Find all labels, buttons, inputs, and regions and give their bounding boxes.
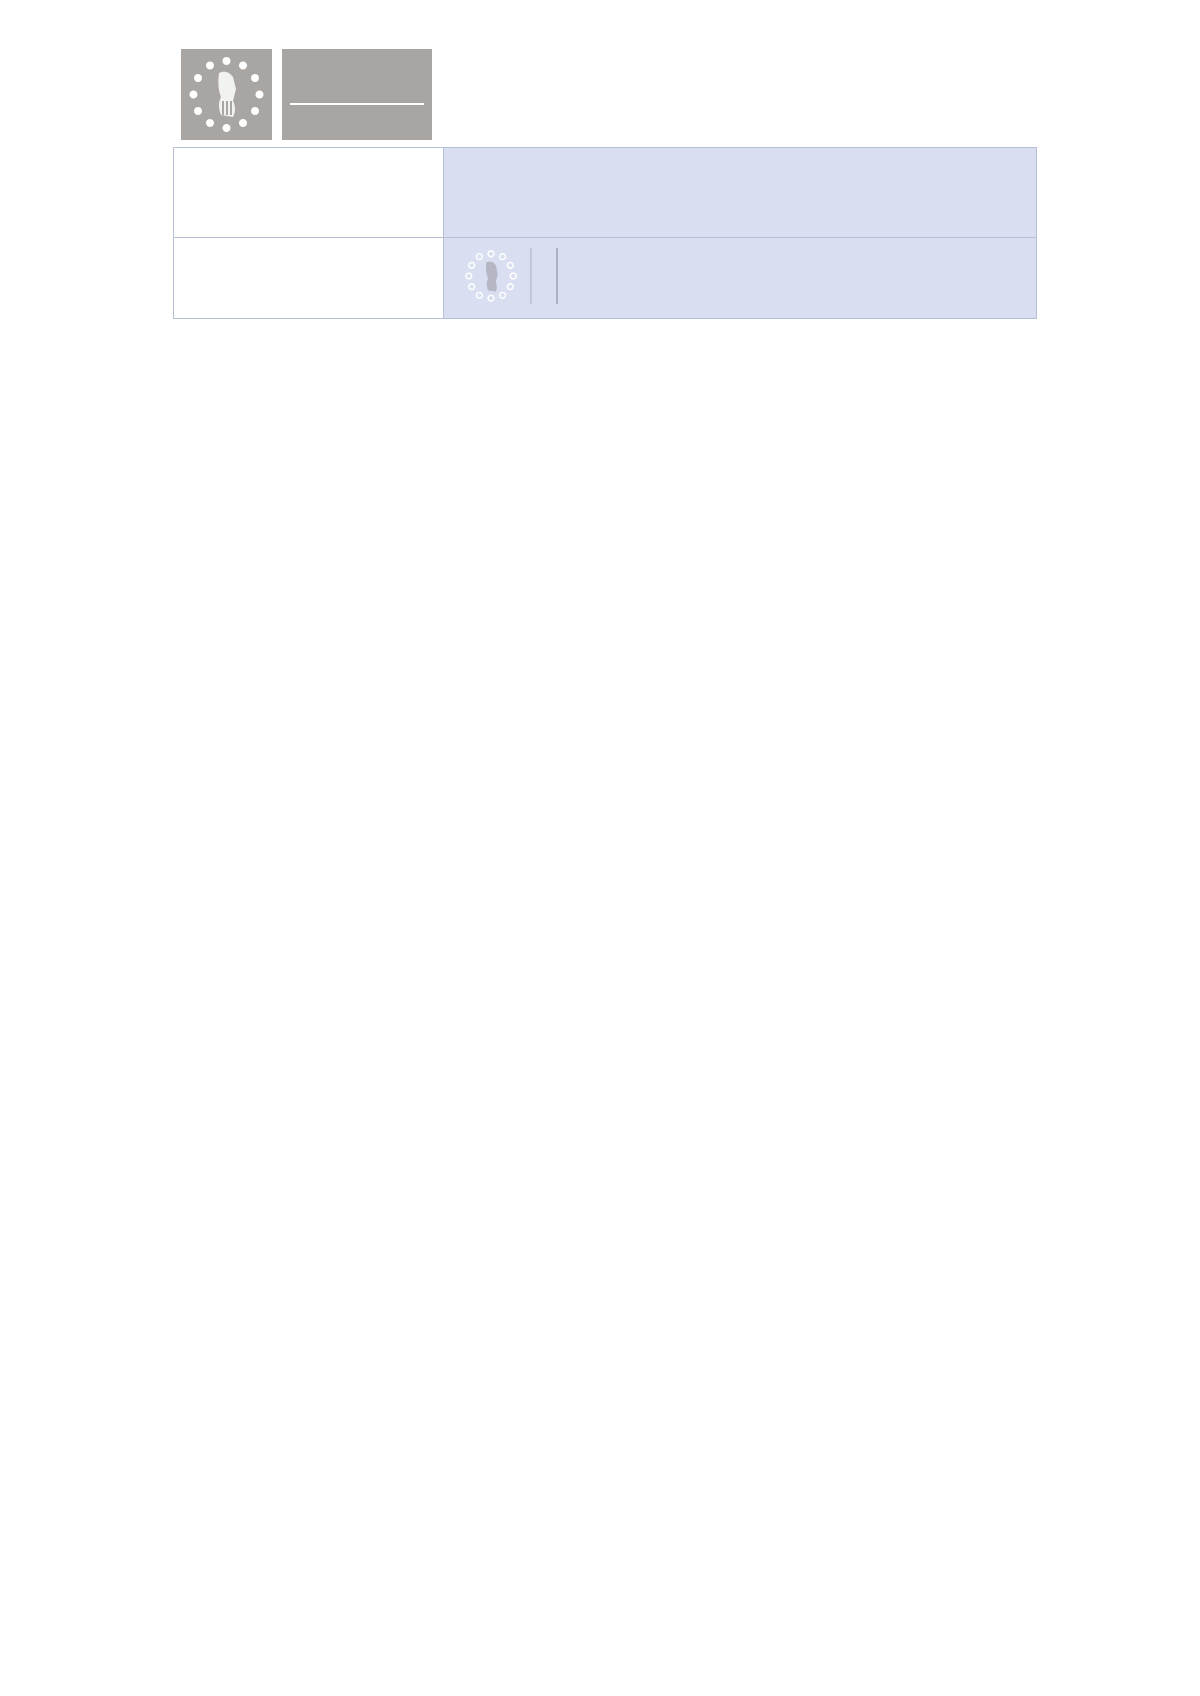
table-footer-row [174,238,1037,319]
footer-logo [462,246,568,306]
logo-wordmark [282,49,432,140]
table-header-row [174,148,1037,238]
header-title [444,148,1037,238]
header-needs [174,148,444,238]
star-ring-emblem-icon [462,246,520,306]
logo-rule [290,103,424,105]
fvmp-logo [181,49,432,140]
needs-table [173,147,1037,319]
footer-divider [556,248,558,304]
footer-divider [530,248,532,304]
footer-cell [444,238,1037,319]
star-ring-emblem-icon [181,49,272,140]
